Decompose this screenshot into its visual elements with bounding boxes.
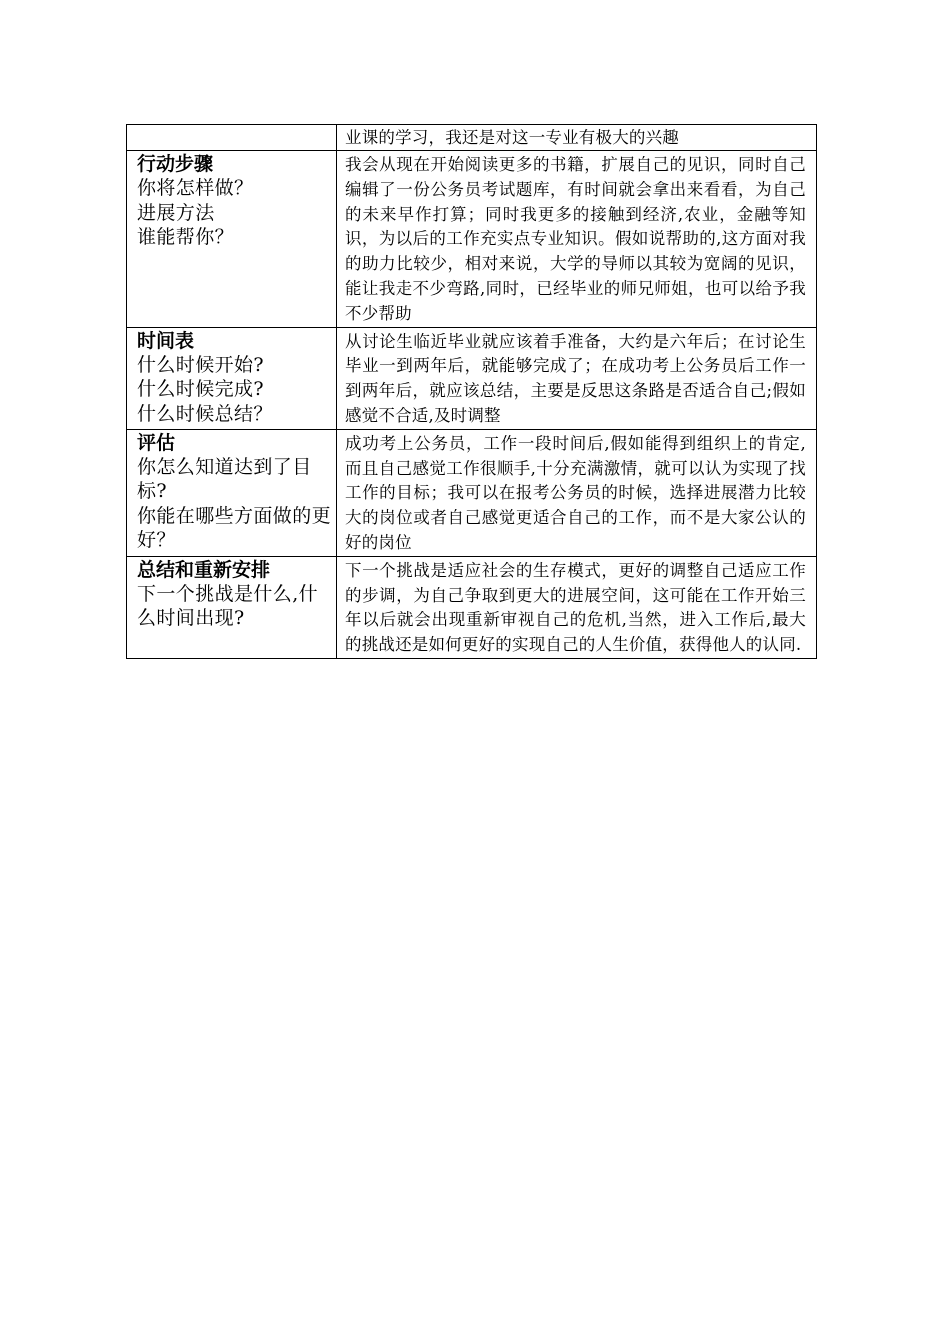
- section-question: 什么时候总结？: [137, 402, 273, 425]
- content-cell: [337, 125, 817, 151]
- section-question: 什么时候开始?: [137, 353, 264, 376]
- section-question: 下一个挑战是什么,什么时间出现?: [137, 582, 319, 630]
- content-cell: [337, 151, 817, 328]
- table-row-continuation: [127, 125, 817, 151]
- content-cell: [337, 556, 817, 658]
- action-steps-text: 我会从现在开始阅读更多的书籍，扩展自己的见识，同时自己编辑了一份公务员考试题库，有时间就会拿出来看看，为自己的未来早作打算；同时我更多的接触到经济,农业，金融等知识，为以后的工作充实点专业知识。假如说帮助的,这方面对我的助力比较少，相对来说，大学的导师以其较为宽阔的见识，能让我走不少弯路,同时，已经毕业的师兄师姐，也可以给予我不少帮助: [345, 155, 806, 323]
- section-question: 谁能帮你？: [137, 226, 235, 248]
- content-cell: [337, 429, 817, 556]
- table-row-timeline: [127, 327, 817, 429]
- section-question: 你能在哪些方面做的更好？: [137, 504, 332, 552]
- content-cell: [337, 327, 817, 429]
- label-cell: [127, 151, 337, 328]
- section-question: 你怎么知道达到了目标?: [137, 455, 312, 503]
- career-plan-table: [126, 124, 817, 659]
- section-title: 总结和重新安排: [137, 558, 271, 581]
- table-row-summary: [127, 556, 817, 658]
- table-row-evaluation: [127, 429, 817, 556]
- timeline-text: 从讨论生临近毕业就应该着手准备，大约是六年后；在讨论生毕业一到两年后，就能够完成了；在成功考上公务员后工作一到两年后，就应该总结，主要是反思这条路是否适合自己;假如感觉不合适,及时调整: [345, 331, 806, 425]
- continuation-text: 业课的学习，我还是对这一专业有极大的兴趣: [345, 128, 679, 147]
- label-cell: [127, 429, 337, 556]
- section-title: 行动步骤: [137, 153, 214, 175]
- section-question: 什么时候完成?: [137, 378, 264, 401]
- section-question: 你将怎样做？: [137, 177, 254, 199]
- section-title: 评估: [137, 431, 176, 454]
- label-cell: [127, 556, 337, 658]
- label-cell: [127, 327, 337, 429]
- section-title: 时间表: [137, 329, 195, 352]
- summary-text: 下一个挑战是适应社会的生存模式，更好的调整自己适应工作的步调，为自己争取到更大的进展空间，这可能在工作开始三年以后就会出现重新审视自己的危机,当然，进入工作后,最大的挑战还是如何更好的实现自己的人生价值，获得他人的认同.: [345, 560, 806, 655]
- table-row-action-steps: [127, 151, 817, 328]
- empty-label-cell: [127, 125, 337, 151]
- evaluation-text: 成功考上公务员，工作一段时间后,假如能得到组织上的肯定,而且自己感觉工作很顺手,十分充满激情，就可以认为实现了找工作的目标；我可以在报考公务员的时候，选择进展潜力比较大的岗位或者自己感觉更适合自己的工作，而不是大家公认的好的岗位: [345, 433, 806, 552]
- section-question: 进展方法: [137, 201, 215, 224]
